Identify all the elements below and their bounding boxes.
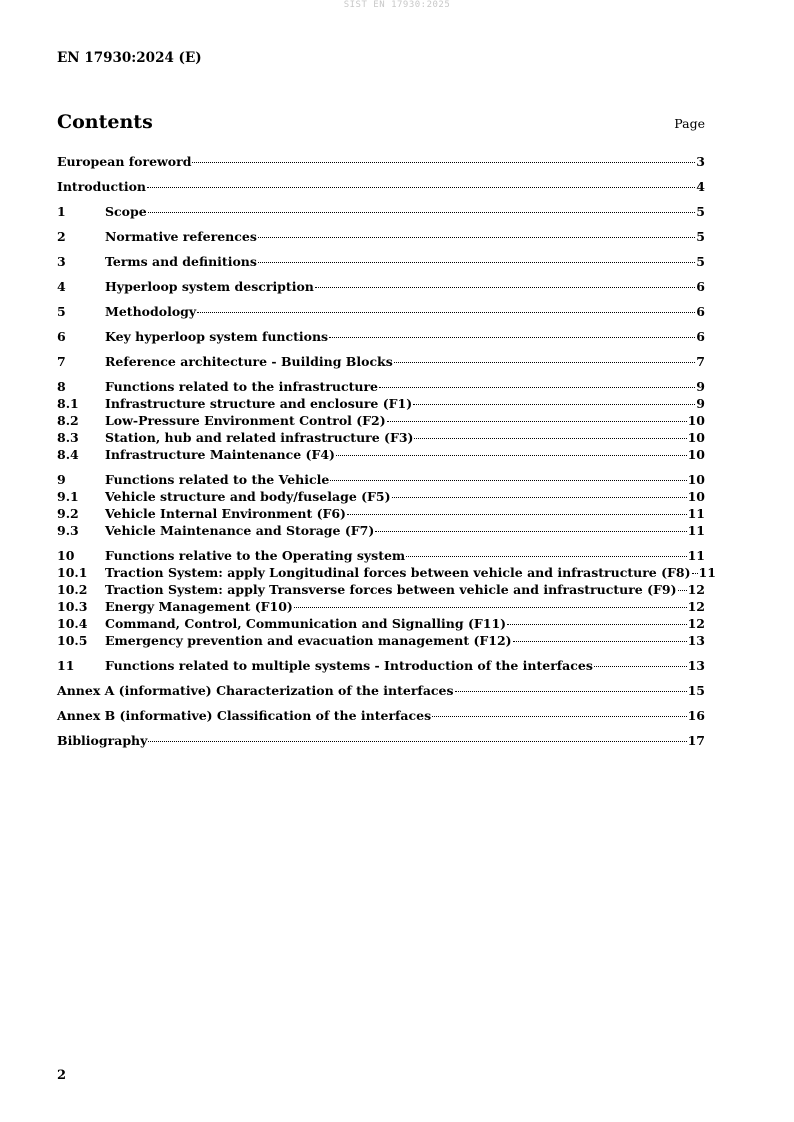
toc-entry-title[interactable]: Vehicle structure and body/fuselage (F5)	[105, 489, 391, 504]
toc-entry-number: 8.4	[57, 447, 79, 462]
toc-entry[interactable]	[57, 615, 705, 632]
toc-entry-number: 9.3	[57, 523, 79, 538]
dot-leader	[347, 514, 687, 515]
toc-entry-page[interactable]: 10	[687, 489, 705, 504]
toc-entry-number: 4	[57, 279, 66, 294]
dot-leader	[192, 162, 695, 163]
toc-entry-number: 7	[57, 354, 66, 369]
toc-entry-page[interactable]: 5	[696, 229, 705, 244]
document-id: EN 17930:2024 (E)	[57, 50, 202, 66]
toc-entry[interactable]	[57, 153, 705, 170]
toc-entry-number: 6	[57, 329, 66, 344]
toc-entry-page[interactable]: 13	[687, 658, 705, 673]
toc-entry-title[interactable]: Key hyperloop system functions	[105, 329, 329, 344]
toc-entry-number: 1	[57, 204, 66, 219]
toc-entry-number: 9	[57, 472, 66, 487]
dot-leader	[692, 573, 698, 574]
toc-entry-title[interactable]: Functions relative to the Operating system	[105, 548, 406, 563]
toc-entry-title[interactable]: Traction System: apply Longitudinal forces between vehicle and infrastructure (F8)	[105, 565, 691, 580]
toc-entry[interactable]	[57, 547, 705, 564]
dot-leader	[375, 531, 686, 532]
toc-entry-title[interactable]: Functions related to multiple systems - Introduction of the interfaces	[105, 658, 593, 673]
toc-entry-page[interactable]: 12	[687, 582, 705, 597]
toc-entry-page[interactable]: 17	[687, 733, 705, 748]
dot-leader	[148, 212, 696, 213]
toc-entry-number: 8.2	[57, 413, 79, 428]
toc-entry-page[interactable]: 3	[696, 154, 705, 169]
toc-entry-number: 10.2	[57, 582, 88, 597]
dot-leader	[507, 624, 687, 625]
toc-entry-page[interactable]: 11	[687, 548, 705, 563]
toc-entry[interactable]	[57, 429, 705, 446]
toc-entry-page[interactable]: 13	[687, 633, 705, 648]
toc-entry-title[interactable]: Scope	[105, 204, 147, 219]
page-number: 2	[57, 1068, 67, 1083]
dot-leader	[387, 421, 687, 422]
toc-entry-title[interactable]: Annex A (informative) Characterization of the interfaces	[57, 683, 454, 698]
toc-entry-title[interactable]: Vehicle Internal Environment (F6)	[105, 506, 346, 521]
dot-leader	[379, 387, 695, 388]
toc-entry-number: 2	[57, 229, 66, 244]
toc-entry-number: 10.3	[57, 599, 88, 614]
toc-entry-title[interactable]: Infrastructure Maintenance (F4)	[105, 447, 335, 462]
dot-leader	[594, 666, 687, 667]
toc-entry[interactable]	[57, 564, 716, 581]
toc-entry[interactable]	[57, 732, 705, 749]
toc-entry[interactable]	[57, 598, 705, 615]
toc-entry[interactable]	[57, 412, 705, 429]
dot-leader	[392, 497, 687, 498]
dot-leader	[413, 404, 695, 405]
toc-entry[interactable]	[57, 471, 705, 488]
toc-entry-number: 10	[57, 548, 75, 563]
toc-entry[interactable]	[57, 522, 705, 539]
toc-entry-title[interactable]: Annex B (informative) Classification of the interfaces	[57, 708, 432, 723]
toc-entry-page[interactable]: 7	[696, 354, 705, 369]
toc-entry[interactable]	[57, 278, 705, 295]
toc-entry-title[interactable]: Energy Management (F10)	[105, 599, 293, 614]
toc-entry[interactable]	[57, 707, 705, 724]
toc-entry-title[interactable]: Introduction	[57, 179, 147, 194]
dot-leader	[336, 455, 687, 456]
toc-entry[interactable]	[57, 682, 705, 699]
toc-entry-title[interactable]: Station, hub and related infrastructure (F3)	[105, 430, 414, 445]
toc-entry-page[interactable]: 9	[696, 379, 705, 394]
toc-entry-page[interactable]: 10	[687, 447, 705, 462]
toc-entry-number: 10.5	[57, 633, 88, 648]
toc-entry-title[interactable]: Emergency prevention and evacuation management (F12)	[105, 633, 512, 648]
toc-entry-title[interactable]: Methodology	[105, 304, 197, 319]
watermark: SIST EN 17930:2025	[343, 0, 451, 10]
dot-leader	[455, 691, 687, 692]
toc-entry[interactable]	[57, 328, 705, 345]
dot-leader	[258, 262, 695, 263]
toc-entry-title[interactable]: Infrastructure structure and enclosure (F1)	[105, 396, 413, 411]
toc-entry[interactable]	[57, 378, 705, 395]
toc-entry-number: 10.4	[57, 616, 88, 631]
dot-leader	[294, 607, 687, 608]
toc-entry-title[interactable]: Normative references	[105, 229, 257, 244]
dot-leader	[414, 438, 686, 439]
toc-entry-title[interactable]: Functions related to the Vehicle	[105, 472, 330, 487]
toc-entry-title[interactable]: Low-Pressure Environment Control (F2)	[105, 413, 386, 428]
dot-leader	[330, 480, 686, 481]
toc-entry-number: 8	[57, 379, 66, 394]
toc-entry-number: 8.1	[57, 396, 79, 411]
toc-entry-number: 9.2	[57, 506, 79, 521]
table-of-contents	[57, 153, 716, 749]
toc-entry[interactable]	[57, 395, 705, 412]
toc-entry[interactable]	[57, 488, 705, 505]
dot-leader	[678, 590, 687, 591]
toc-entry-page[interactable]: 9	[696, 396, 705, 411]
dot-leader	[147, 187, 695, 188]
toc-entry-title[interactable]: European foreword	[57, 154, 192, 169]
toc-entry-page[interactable]: 10	[687, 413, 705, 428]
toc-entry-number: 5	[57, 304, 66, 319]
toc-entry-title[interactable]: Traction System: apply Transverse forces between vehicle and infrastructure (F9)	[105, 582, 677, 597]
toc-entry-page[interactable]: 11	[687, 506, 705, 521]
toc-entry-page[interactable]: 6	[696, 279, 705, 294]
toc-entry[interactable]	[57, 253, 705, 270]
dot-leader	[315, 287, 695, 288]
toc-entry-page[interactable]: 11	[687, 523, 705, 538]
toc-entry-title[interactable]: Reference architecture - Building Blocks	[105, 354, 393, 369]
toc-entry-page[interactable]: 12	[687, 616, 705, 631]
toc-entry-page[interactable]: 16	[687, 708, 705, 723]
toc-entry[interactable]	[57, 353, 705, 370]
dot-leader	[197, 312, 695, 313]
toc-entry-number: 11	[57, 658, 75, 673]
page-column-label: Page	[674, 116, 705, 131]
toc-entry-number: 8.3	[57, 430, 79, 445]
toc-entry-page[interactable]: 4	[696, 179, 705, 194]
toc-entry-title[interactable]: Functions related to the infrastructure	[105, 379, 379, 394]
toc-entry[interactable]	[57, 303, 705, 320]
toc-entry-page[interactable]: 12	[687, 599, 705, 614]
toc-entry-title[interactable]: Vehicle Maintenance and Storage (F7)	[105, 523, 375, 538]
toc-entry[interactable]	[57, 657, 705, 674]
dot-leader	[258, 237, 695, 238]
dot-leader	[329, 337, 695, 338]
toc-entry[interactable]	[57, 446, 705, 463]
toc-entry-page[interactable]: 6	[696, 304, 705, 319]
toc-entry-page[interactable]: 10	[687, 430, 705, 445]
toc-entry-title[interactable]: Terms and definitions	[105, 254, 257, 269]
toc-entry[interactable]	[57, 632, 705, 649]
toc-entry-title[interactable]: Command, Control, Communication and Signalling (F11)	[105, 616, 507, 631]
dot-leader	[406, 556, 686, 557]
toc-entry-page[interactable]: 11	[698, 565, 716, 580]
dot-leader	[394, 362, 696, 363]
contents-heading: Contents	[57, 111, 153, 133]
toc-entry-page[interactable]: 5	[696, 254, 705, 269]
toc-entry-number: 9.1	[57, 489, 79, 504]
toc-entry-page[interactable]: 15	[687, 683, 705, 698]
toc-entry[interactable]	[57, 505, 705, 522]
toc-entry-number: 10.1	[57, 565, 88, 580]
toc-entry[interactable]	[57, 203, 705, 220]
toc-entry-title[interactable]: Hyperloop system description	[105, 279, 314, 294]
toc-entry-title[interactable]: Bibliography	[57, 733, 148, 748]
dot-leader	[513, 641, 687, 642]
toc-entry-page[interactable]: 6	[696, 329, 705, 344]
toc-entry-page[interactable]: 5	[696, 204, 705, 219]
toc-entry-number: 3	[57, 254, 66, 269]
dot-leader	[148, 741, 686, 742]
toc-entry[interactable]	[57, 228, 705, 245]
toc-entry[interactable]	[57, 178, 705, 195]
dot-leader	[432, 716, 686, 717]
toc-entry-page[interactable]: 10	[687, 472, 705, 487]
toc-entry[interactable]	[57, 581, 705, 598]
